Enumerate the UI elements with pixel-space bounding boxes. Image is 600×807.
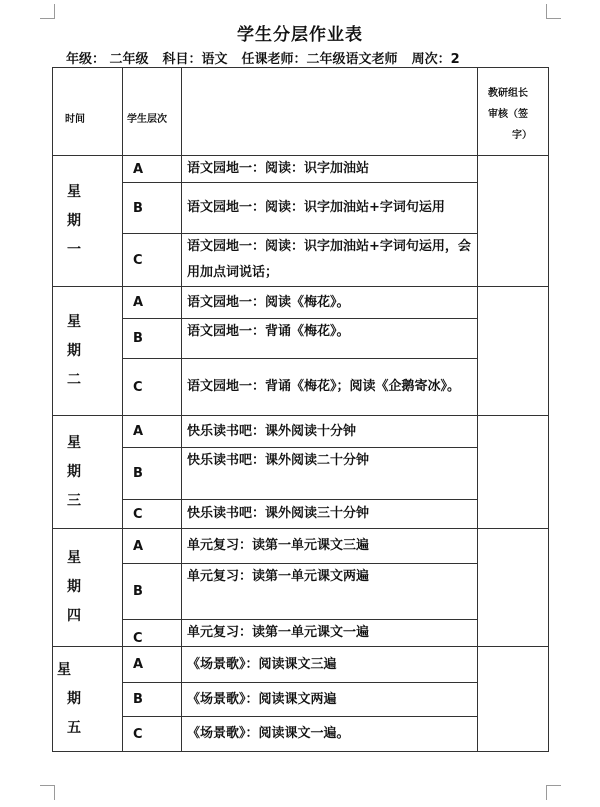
table-row xyxy=(53,683,549,717)
level-label: A xyxy=(133,424,144,439)
day-cell-mon xyxy=(53,156,123,287)
day-char: 三 xyxy=(67,492,81,509)
level-cell xyxy=(123,287,182,319)
task-cell: 快乐读书吧：课外阅读三十分钟 xyxy=(182,500,478,529)
meta-grade: 年级： 二年级 xyxy=(66,52,149,67)
day-char: 期 xyxy=(67,579,81,595)
task-cell: 语文园地一：阅读《梅花》。 xyxy=(182,287,478,319)
header-review xyxy=(478,68,549,156)
task-cell: 单元复习：读第一单元课文三遍 xyxy=(182,529,478,564)
level-label: A xyxy=(133,657,144,672)
day-char: 期 xyxy=(67,463,81,480)
level-cell xyxy=(123,529,182,564)
level-cell xyxy=(123,564,182,620)
level-label: A xyxy=(133,538,144,554)
task-cell: 《场景歌》：阅读课文一遍。 xyxy=(182,717,478,752)
table-row xyxy=(53,359,549,416)
day-char: 星 xyxy=(57,661,71,678)
crop-mark-bottom-left xyxy=(40,785,55,800)
task-cell: 《场景歌》：阅读课文两遍 xyxy=(182,683,478,717)
level-cell xyxy=(123,717,182,752)
table-row xyxy=(53,620,549,647)
level-cell xyxy=(123,416,182,448)
day-char: 星 xyxy=(67,550,81,566)
meta-line xyxy=(66,48,474,67)
level-label: B xyxy=(133,584,143,599)
level-cell xyxy=(123,683,182,717)
task-cell: 快乐读书吧：课外阅读二十分钟 xyxy=(182,448,478,500)
task-cell: 语文园地一：背诵《梅花》。 xyxy=(182,319,478,359)
crop-mark-bottom-right xyxy=(546,785,561,800)
meta-week: 周次：2 xyxy=(411,52,460,67)
level-cell xyxy=(123,647,182,683)
header-review-line2: 审核（签 xyxy=(488,109,528,120)
task-cell: 语文园地一：阅读：识字加油站+字词句运用 xyxy=(182,183,478,234)
table-row xyxy=(53,287,549,319)
day-char: 星 xyxy=(67,313,81,330)
level-label: C xyxy=(133,631,143,646)
level-cell xyxy=(123,234,182,287)
day-char: 期 xyxy=(67,690,81,707)
level-cell xyxy=(123,500,182,529)
review-cell xyxy=(478,529,549,647)
task-cell: 快乐读书吧：课外阅读十分钟 xyxy=(182,416,478,448)
table-row xyxy=(53,319,549,359)
day-char: 一 xyxy=(67,241,81,258)
day-cell-thu xyxy=(53,529,123,647)
day-cell-tue xyxy=(53,287,123,416)
level-label: C xyxy=(133,506,143,522)
level-label: C xyxy=(133,726,143,742)
review-cell xyxy=(478,647,549,752)
day-char: 五 xyxy=(67,719,81,736)
table-header-row xyxy=(53,68,549,156)
level-cell xyxy=(123,448,182,500)
task-cell: 单元复习：读第一单元课文两遍 xyxy=(182,564,478,620)
day-char: 四 xyxy=(67,608,81,624)
crop-mark-top-left xyxy=(40,4,55,19)
table-row xyxy=(53,500,549,529)
table-row xyxy=(53,234,549,287)
header-level: 学生层次 xyxy=(123,68,182,156)
day-char: 期 xyxy=(67,342,81,359)
table-row xyxy=(53,183,549,234)
table-row xyxy=(53,647,549,683)
table-row xyxy=(53,416,549,448)
level-cell xyxy=(123,156,182,183)
day-char: 期 xyxy=(67,212,81,229)
day-char: 星 xyxy=(67,183,81,200)
level-cell xyxy=(123,359,182,416)
task-cell: 语文园地一：阅读：识字加油站+字词句运用，会用加点词说话； xyxy=(182,234,478,287)
level-label: B xyxy=(133,466,143,481)
day-char: 二 xyxy=(67,371,81,388)
day-char: 星 xyxy=(67,434,81,451)
level-label: A xyxy=(133,161,144,177)
task-cell: 《场景歌》：阅读课文三遍 xyxy=(182,647,478,683)
meta-teacher: 任课老师：二年级语文老师 xyxy=(241,52,398,67)
table-row xyxy=(53,717,549,752)
review-cell xyxy=(478,156,549,287)
header-review-line3: 字） xyxy=(512,130,532,141)
header-review-line1: 教研组长 xyxy=(488,88,528,99)
meta-subject: 科目：语文 xyxy=(162,52,228,67)
level-label: B xyxy=(133,200,143,216)
day-cell-fri xyxy=(53,647,123,752)
level-cell xyxy=(123,183,182,234)
table-row xyxy=(53,564,549,620)
level-label: B xyxy=(133,692,143,707)
review-cell xyxy=(478,416,549,529)
document-title: 学生分层作业表 xyxy=(237,25,363,45)
homework-table xyxy=(52,67,549,752)
level-label: C xyxy=(133,252,143,268)
level-label: A xyxy=(133,295,144,310)
table-row xyxy=(53,156,549,183)
task-cell: 语文园地一：阅读：识字加油站 xyxy=(182,156,478,183)
level-label: C xyxy=(133,379,143,395)
level-cell xyxy=(123,620,182,647)
header-time: 时间 xyxy=(53,68,123,156)
task-cell: 单元复习：读第一单元课文一遍 xyxy=(182,620,478,647)
table-row xyxy=(53,529,549,564)
table-row xyxy=(53,448,549,500)
header-task xyxy=(182,68,478,156)
level-label: B xyxy=(133,331,143,346)
review-cell xyxy=(478,287,549,416)
crop-mark-top-right xyxy=(546,4,561,19)
level-cell xyxy=(123,319,182,359)
day-cell-wed xyxy=(53,416,123,529)
task-cell: 语文园地一：背诵《梅花》；阅读《企鹅寄冰》。 xyxy=(182,359,478,416)
